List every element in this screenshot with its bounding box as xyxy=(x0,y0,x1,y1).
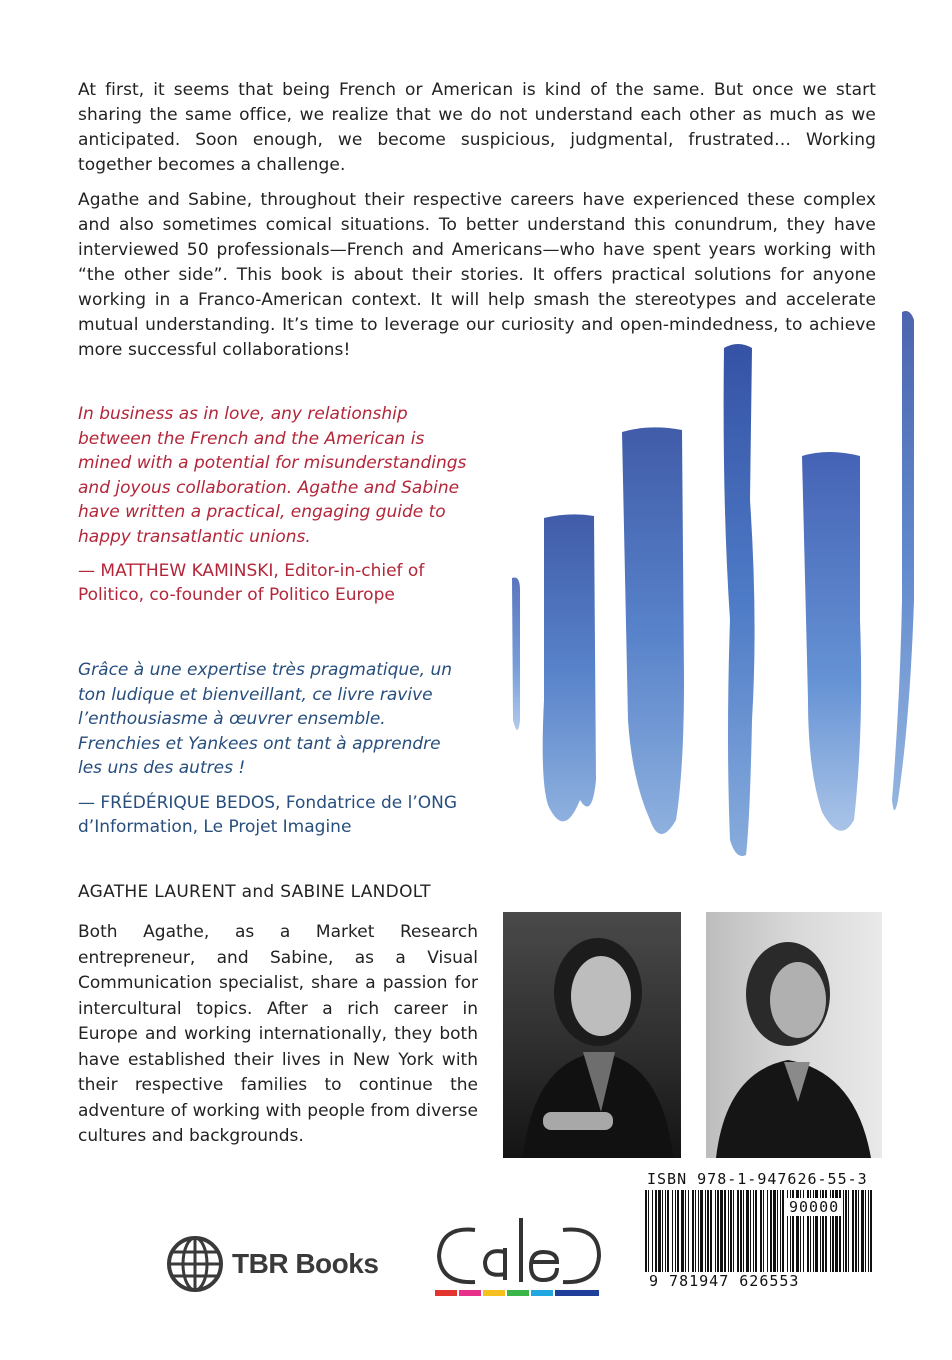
brush-stroke-5 xyxy=(802,452,861,831)
author-photo-agathe xyxy=(503,912,681,1158)
barcode-bar xyxy=(782,1190,784,1272)
barcode-bar xyxy=(763,1190,764,1272)
barcode-bar xyxy=(743,1190,744,1272)
barcode-bar xyxy=(865,1190,866,1272)
barcode-bar xyxy=(755,1190,757,1272)
barcode-bar xyxy=(645,1190,647,1272)
intro-paragraph-2: Agathe and Sabine, throughout their respective careers have experienced these complex and also sometimes comical situations. To better understand this conundrum, they have interviewed 50 professionals—French and Americans—who have spent years working with “the other side”. This book is about their stories. It offers practical solutions for anyone working in a Franco-American context. It will help smash the stereotypes and accelerate mutual understanding. It’s time to leverage our curiosity and open-mindedness, to achieve more successful collaborations! xyxy=(78,190,876,360)
barcode-bar xyxy=(672,1190,673,1272)
isbn-barcode xyxy=(615,1170,877,1290)
tbr-books-wordmark: TBR Books xyxy=(232,1248,379,1279)
barcode-bar xyxy=(710,1190,712,1272)
barcode-bar xyxy=(652,1190,653,1272)
barcode-bar xyxy=(667,1190,669,1272)
watercolor-strokes-illustration xyxy=(500,300,952,860)
barcode-bar xyxy=(662,1190,663,1272)
barcode-bar xyxy=(733,1190,734,1272)
barcode-bar xyxy=(677,1190,679,1272)
barcode-bar xyxy=(753,1190,754,1272)
intro-text xyxy=(78,78,876,363)
barcode-bar xyxy=(665,1190,666,1272)
brush-stroke-2 xyxy=(543,514,596,821)
authors-bio: Both Agathe, as a Market Research entrepreneur, and Sabine, as a Visual Communication specialist, share a passion for intercultural topics. After a rich career in Europe and working internationally, they both have established their lives in New York with their respective families to continue the adventure of working with people from diverse cultures and backgrounds. xyxy=(78,922,478,1146)
barcode-bar xyxy=(688,1190,689,1272)
barcode-bar xyxy=(724,1190,726,1272)
barcode-bar xyxy=(692,1190,694,1272)
barcode-bar xyxy=(737,1190,739,1272)
barcode-bar xyxy=(750,1190,751,1272)
barcode-bar xyxy=(746,1190,749,1272)
barcode-bar xyxy=(675,1190,676,1272)
barcode-bar xyxy=(770,1190,772,1272)
barcode-bar xyxy=(855,1190,857,1272)
quote-bedos xyxy=(78,658,470,839)
barcode-bar xyxy=(845,1190,847,1272)
caleo-logo xyxy=(433,1210,603,1300)
brush-stroke-1 xyxy=(512,578,520,731)
barcode-bar xyxy=(685,1190,686,1272)
quote-bedos-text: Grâce à une expertise très pragmatique, un ton ludique et bienveillant, ce livre ravive l’enthousiasme à œuvrer ensemble. Frenchies et Yankees ont tant à apprendre les uns des autres ! xyxy=(78,660,452,778)
barcode-bar xyxy=(681,1190,684,1272)
barcode-bar xyxy=(705,1190,706,1272)
quote-kaminski-attribution xyxy=(78,559,470,607)
barcode-bar xyxy=(780,1190,781,1272)
barcode-price-code: 90000 xyxy=(785,1198,843,1216)
quote-kaminski-text: In business as in love, any relationship between the French and the American is mined with a potential for misunderstandings and joyous collaboration. Agathe and Sabine have written a practical, engaging guide to happy transatlantic unions. xyxy=(78,404,467,547)
barcode-bar xyxy=(760,1190,762,1272)
barcode-bar xyxy=(740,1190,742,1272)
quote-kaminski-role: Editor-in-chief of Politico, co-founder of Politico Europe xyxy=(78,561,425,605)
brush-stroke-3 xyxy=(622,427,684,834)
barcode-bar xyxy=(852,1190,854,1272)
globe-icon xyxy=(166,1235,224,1293)
isbn-number: ISBN 978-1-947626-55-3 xyxy=(647,1170,868,1188)
brush-stroke-4 xyxy=(724,344,755,856)
brush-stroke-6 xyxy=(892,311,914,810)
quote-kaminski xyxy=(78,402,470,607)
barcode-bar xyxy=(858,1190,859,1272)
barcode-bar xyxy=(848,1190,849,1272)
barcode-bar xyxy=(698,1190,699,1272)
tbr-books-logo xyxy=(166,1234,378,1294)
barcode-bar xyxy=(868,1190,869,1272)
intro-paragraph-1: At first, it seems that being French or American is kind of the same. But once we start sharing the same office, we realize that we do not understand each other as much as we anticipated. Soon enough, we become suspicious, judgmental, frustrated… Working together becomes a challenge. xyxy=(78,80,876,175)
barcode-bar xyxy=(773,1190,776,1272)
author-photo-sabine xyxy=(706,912,882,1158)
barcode-bar xyxy=(695,1190,696,1272)
barcode-bar xyxy=(648,1190,649,1272)
barcode-bar xyxy=(658,1190,661,1272)
barcode-bar xyxy=(707,1190,709,1272)
barcode-bar xyxy=(777,1190,778,1272)
barcode-bar xyxy=(715,1190,716,1272)
barcode-bar xyxy=(717,1190,719,1272)
authors-heading: AGATHE LAURENT and SABINE LANDOLT xyxy=(78,882,431,902)
barcode-bar xyxy=(767,1190,768,1272)
quote-kaminski-name: — MATTHEW KAMINSKI, xyxy=(78,561,279,581)
barcode-bar xyxy=(655,1190,657,1272)
quote-bedos-attribution xyxy=(78,791,470,839)
barcode-bar xyxy=(870,1190,872,1272)
barcode-bar xyxy=(728,1190,729,1272)
quote-bedos-name: — FRÉDÉRIQUE BEDOS, xyxy=(78,792,281,813)
barcode-bar xyxy=(720,1190,723,1272)
quote-bedos-role: Fondatrice de l’ONG d’Information, Le Projet Imagine xyxy=(78,792,458,837)
barcode-digits: 9 781947 626553 xyxy=(649,1272,800,1290)
barcode-bar xyxy=(861,1190,864,1272)
barcode-bar xyxy=(700,1190,703,1272)
barcode-bar xyxy=(730,1190,732,1272)
